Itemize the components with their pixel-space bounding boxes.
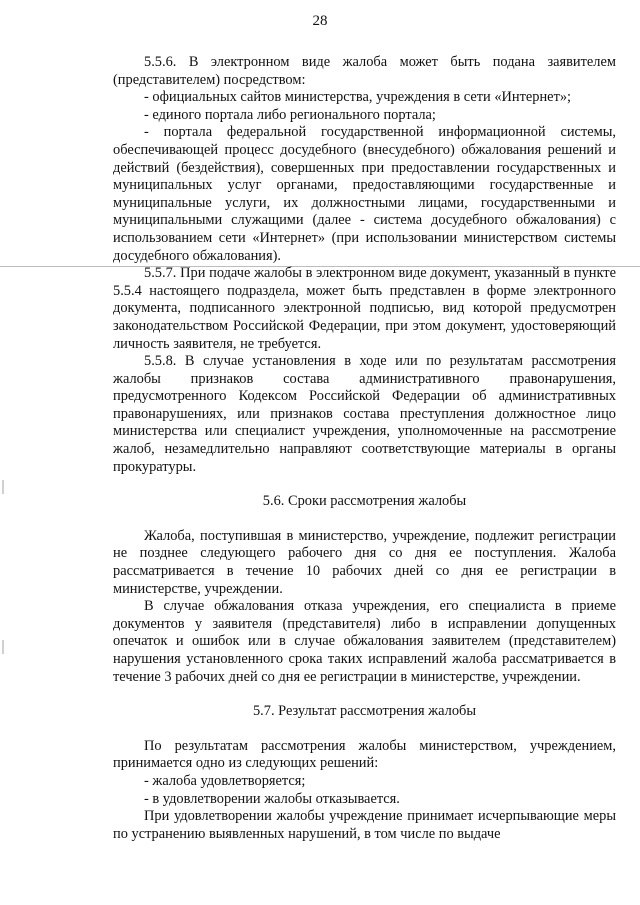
list-item-official-sites: - официальных сайтов министерства, учреждения в сети «Интернет»; — [144, 89, 572, 106]
document-body — [113, 54, 616, 843]
scan-edge-mark — [2, 480, 4, 494]
paragraph-5-7-decisions: По результатам рассмотрения жалобы министерством, учреждением, принимается одно из следующих решений: — [113, 737, 616, 772]
list-item-satisfied: - жалоба удовлетворяется; — [144, 772, 306, 789]
paragraph-5-5-7: 5.5.7. При подаче жалобы в электронном виде документ, указанный в пункте 5.5.4 настоящего подраздела, может быть представлен в форме электронного документа, подписанного электронной подписью, вид которой предусмотрен законодательством Российской Федерации, при этом документ, удостоверяющий личность заявителя, не требуется. — [113, 265, 616, 352]
section-heading-5-7: 5.7. Результат рассмотрения жалобы — [252, 703, 477, 720]
paragraph-5-6-registration: Жалоба, поступившая в министерство, учреждение, подлежит регистрации не позднее следующего рабочего дня со дня ее поступления. Жалоба рассматривается в течение 10 рабочих дней со дня ее регистрации в министерстве, учреждении. — [113, 527, 616, 597]
list-item-unified-portal: - единого портала либо регионального портала; — [144, 106, 436, 123]
list-item-federal-portal: - портала федеральной государственной информационной системы, обеспечивающей процесс досудебного (внесудебного) обжалования решений и действий (бездействия), совершенных при предоставлении государственных и муниципальных услуг органами, предоставляющими государственные и муниципальные услуги, их должностными лицами, государственными и муниципальными служащими (далее - система досудебного обжалования) с использованием сети «Интернет» (при использовании министерством системы досудебного обжалования). — [113, 124, 616, 264]
list-item-refused: - в удовлетворении жалобы отказывается. — [144, 790, 400, 807]
paragraph-5-7-measures: При удовлетворении жалобы учреждение принимает исчерпывающие меры по устранению выявленных нарушений, в том числе по выдаче — [113, 808, 616, 842]
paragraph-5-6-refusal: В случае обжалования отказа учреждения, его специалиста в приеме документов у заявителя (представителя) либо в исправлении допущенных опечаток и ошибок или в случае обжалования заявителем (представителем) нарушения установленного срока таких исправлений жалоба рассматривается в течение 3 рабочих дней со дня ее регистрации в министерстве, учреждении. — [113, 598, 616, 685]
section-heading-5-6: 5.6. Сроки рассмотрения жалобы — [262, 493, 467, 510]
page-number: 28 — [312, 13, 328, 29]
paragraph-5-5-8: 5.5.8. В случае установления в ходе или по результатам рассмотрения жалобы признаков состава административного правонарушения, предусмотренного Кодексом Российской Федерации об административных правонарушениях, или признаков состава преступления должностное лицо министерства или специалист учреждения, уполномоченные на рассмотрение жалоб, незамедлительно направляют соответствующие материалы в органы прокуратуры. — [113, 353, 616, 475]
scan-edge-mark — [2, 640, 4, 654]
paragraph-5-5-6: 5.5.6. В электронном виде жалоба может быть подана заявителем (представителем) посредством: — [113, 54, 616, 88]
